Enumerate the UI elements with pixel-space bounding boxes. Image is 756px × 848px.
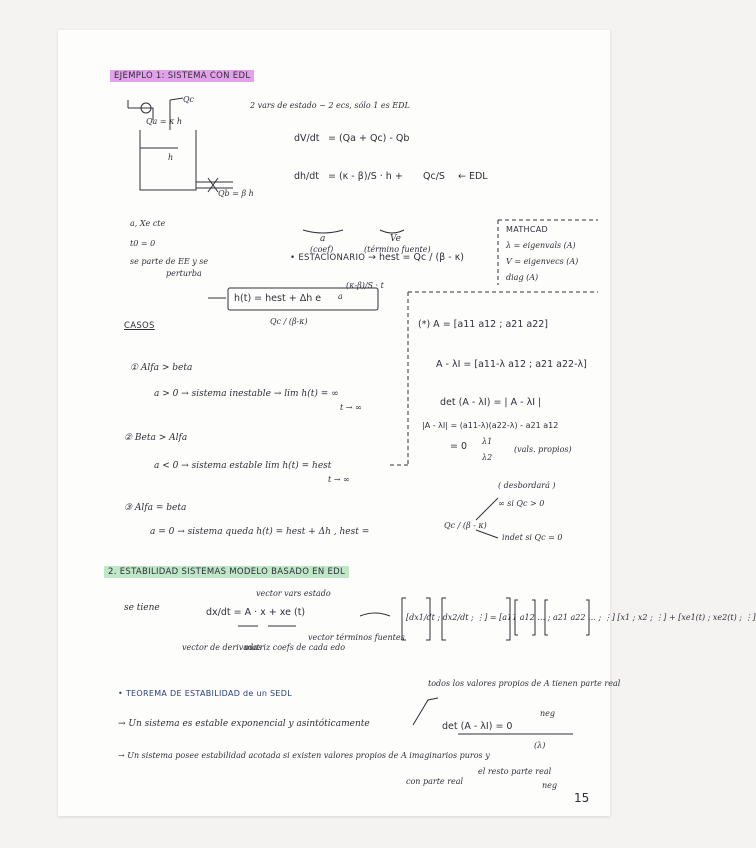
case-1-sub: t → ∞ [340, 403, 362, 412]
diagram-h-label: h [168, 153, 174, 162]
matrix-line-2: A - λI = [a11-λ a12 ; a21 a22-λ] [436, 359, 587, 370]
page-number: 15 [574, 791, 590, 805]
theorem-line-4: con parte real [406, 777, 464, 786]
coef-a-label: a [320, 234, 326, 244]
label-coef-matrix: matriz coefs de cada edo [244, 643, 346, 652]
section-1-title: EJEMPLO 1: SISTEMA CON EDL [110, 72, 254, 81]
solution-a: a [338, 292, 343, 301]
matrix-line-1: (*) A = [a11 a12 ; a21 a22] [418, 319, 549, 330]
label-source-vector: vector términos fuentes [308, 633, 405, 642]
solution-exp: (κ-β)/S · t [346, 281, 384, 290]
section-2-title: 2. ESTABILIDAD SISTEMAS MODELO BASADO EN EDL [104, 568, 349, 577]
eq2-lhs: dh/dt [294, 171, 320, 182]
case-3-body: a = 0 → sistema queda h(t) = hest + Δh , hest = [150, 527, 370, 537]
case-2-body: a < 0 → sistema estable lim h(t) = hest [154, 461, 332, 471]
side-note-4: perturba [166, 269, 202, 278]
matrix-lambda-1: λ1 [482, 437, 493, 446]
se-tiene: se tiene [124, 603, 160, 613]
side-note-2: t0 = 0 [130, 239, 156, 248]
state-vector-note: vector vars estado [256, 589, 331, 598]
diagram-qa-label: Qa = κ h [146, 117, 183, 126]
eq2-rhs-a: = (κ - β)/S · h + [328, 171, 403, 182]
diagram-qc-label: Qc [183, 95, 195, 104]
case-3-indet: indet si Qc = 0 [502, 533, 563, 542]
coef-a-note: (coef) [310, 245, 334, 254]
label-derivatives: vector de derivadas [182, 643, 263, 652]
ve-note: (término fuente) [364, 245, 431, 254]
case-3-frac: Qc / (β - κ) [444, 521, 487, 530]
theorem-arrow [413, 698, 438, 725]
eq1-lhs: dV/dt [294, 133, 320, 144]
case-1-body: a > 0 → sistema inestable → lim h(t) = ∞ [154, 389, 339, 399]
case-3-infinite: ∞ si Qc > 0 [498, 499, 545, 508]
theorem-line-3: el resto parte real [478, 767, 552, 776]
state-equation: dx/dt = A · x + xe (t) [206, 607, 306, 618]
matrix-line-4: |A - λI| = (a11-λ)(a22-λ) - a21 a12 [422, 421, 559, 430]
stationary-eq: → hest = Qc / (β - κ) [368, 252, 465, 263]
intro-note: 2 vars de estado ~ 2 ecs, sólo 1 es EDL [250, 101, 410, 110]
side-note-3: se parte de EE y se [130, 257, 209, 266]
arrow-infinite [476, 498, 498, 520]
case-2-head: ② Beta > Alfa [124, 433, 188, 443]
mathcad-title: MATHCAD [506, 225, 548, 234]
case-3-head: ③ Alfa = beta [124, 503, 187, 513]
eq2-rhs-b: Qc/S [423, 171, 445, 182]
matrix-eigen-note: (vals. propios) [514, 445, 572, 454]
arrow-indet [476, 530, 498, 538]
case-3-desbordara: ( desbordará ) [498, 481, 556, 490]
matrix-lambda-2: λ2 [482, 453, 493, 462]
case-2-sub: t → ∞ [328, 475, 350, 484]
theorem-condition: todos los valores propios de A tienen parte real [428, 679, 621, 688]
notebook-page [58, 30, 756, 816]
solution-eq: h(t) = hest + Δh e [234, 293, 322, 304]
casos-title: CASOS [124, 321, 155, 331]
theorem-line-2: → Un sistema posee estabilidad acotada si existen valores propios de A imaginarios puros y [118, 751, 490, 760]
theorem-title: • TEOREMA DE ESTABILIDAD de un SEDL [118, 689, 292, 698]
side-note-1: a, Xe cte [130, 219, 166, 228]
ve-label: Ve [390, 234, 401, 244]
theorem-line-1: → Un sistema es estable exponencial y asintóticamente [118, 719, 370, 729]
theorem-lambda: (λ) [534, 741, 546, 750]
eq2-edl-arrow: ← EDL [458, 171, 488, 182]
valve-b-icon [208, 178, 218, 192]
mathcad-line-2: V = eigenvecs (A) [506, 257, 579, 266]
eq1-rhs: = (Qa + Qc) - Qb [328, 133, 410, 144]
mathcad-line-1: λ = eigenvals (A) [506, 241, 576, 250]
matrix-line-3: det (A - λI) = | A - λI | [440, 397, 542, 408]
case-1-head: ① Alfa > beta [130, 363, 193, 373]
matrix-line-5: = 0 [450, 441, 468, 452]
theorem-line-3-neg: neg [542, 781, 558, 790]
theorem-det: det (A - λI) = 0 [442, 721, 513, 732]
mathcad-line-3: diag (A) [506, 273, 539, 282]
matrix-equation: [dx1/dt ; dx2/dt ; ⋮] = [a11 a12 … ; a21 a22 … ; ⋮] [x1 ; x2 ; ⋮] + [xe1(t) ; xe2(t) ; ⋮] [406, 613, 756, 622]
solution-sub: Qc / (β-κ) [270, 317, 308, 326]
theorem-neg: neg [540, 709, 556, 718]
stationary-label: • ESTACIONARIO [290, 253, 366, 263]
diagram-qb-label: Qb = β h [218, 189, 254, 198]
